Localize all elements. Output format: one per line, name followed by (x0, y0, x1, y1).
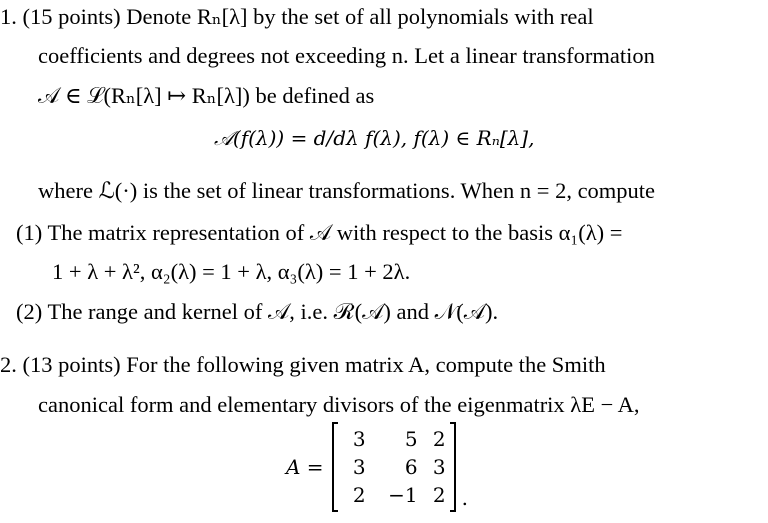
matrix-cell: 3 (432, 455, 446, 479)
problem1-line3: 𝒜 ∈ ℒ(Rₙ[λ] ↦ Rₙ[λ]) be defined as (38, 83, 375, 108)
matrix-A (332, 424, 456, 510)
matrix-cell: 2 (432, 483, 446, 507)
matrix-cell: 2 (352, 483, 366, 507)
matrix-cell: 2 (432, 427, 446, 451)
matrix-cell: −1 (388, 483, 418, 507)
matrix-cell: 6 (404, 455, 418, 479)
matrix-cell: 3 (352, 427, 366, 451)
problem2-line2: canonical form and elementary divisors of the eigenmatrix λE − A, (38, 392, 640, 417)
matrix-cell: 3 (352, 455, 366, 479)
problem1-part2: (2) The range and kernel of 𝒜, i.e. ℛ(𝒜) and 𝒩(𝒜). (16, 299, 499, 324)
problem1-line2: coefficients and degrees not exceeding n. Let a linear transformation (38, 43, 655, 68)
problem1-equation: 𝒜(f(λ)) = d/dλ f(λ), f(λ) ∈ Rₙ[λ], (214, 126, 535, 150)
matrix-period: . (461, 486, 468, 510)
matrix-lhs: A = (286, 455, 324, 479)
matrix-equation (286, 424, 468, 510)
problem2-line1: 2. (13 points) For the following given matrix A, compute the Smith (0, 352, 606, 377)
problem1-part1-line2: 1 + λ + λ², α₂(λ) = 1 + λ, α₃(λ) = 1 + 2λ. (52, 259, 411, 284)
matrix-cell: 5 (404, 427, 418, 451)
problem1-line4: where ℒ(·) is the set of linear transformations. When n = 2, compute (38, 178, 656, 203)
problem1-line1: 1. (15 points) Denote Rₙ[λ] by the set of all polynomials with real (0, 4, 594, 29)
problem1-part1-line1: (1) The matrix representation of 𝒜 with respect to the basis α₁(λ) = (16, 220, 623, 245)
